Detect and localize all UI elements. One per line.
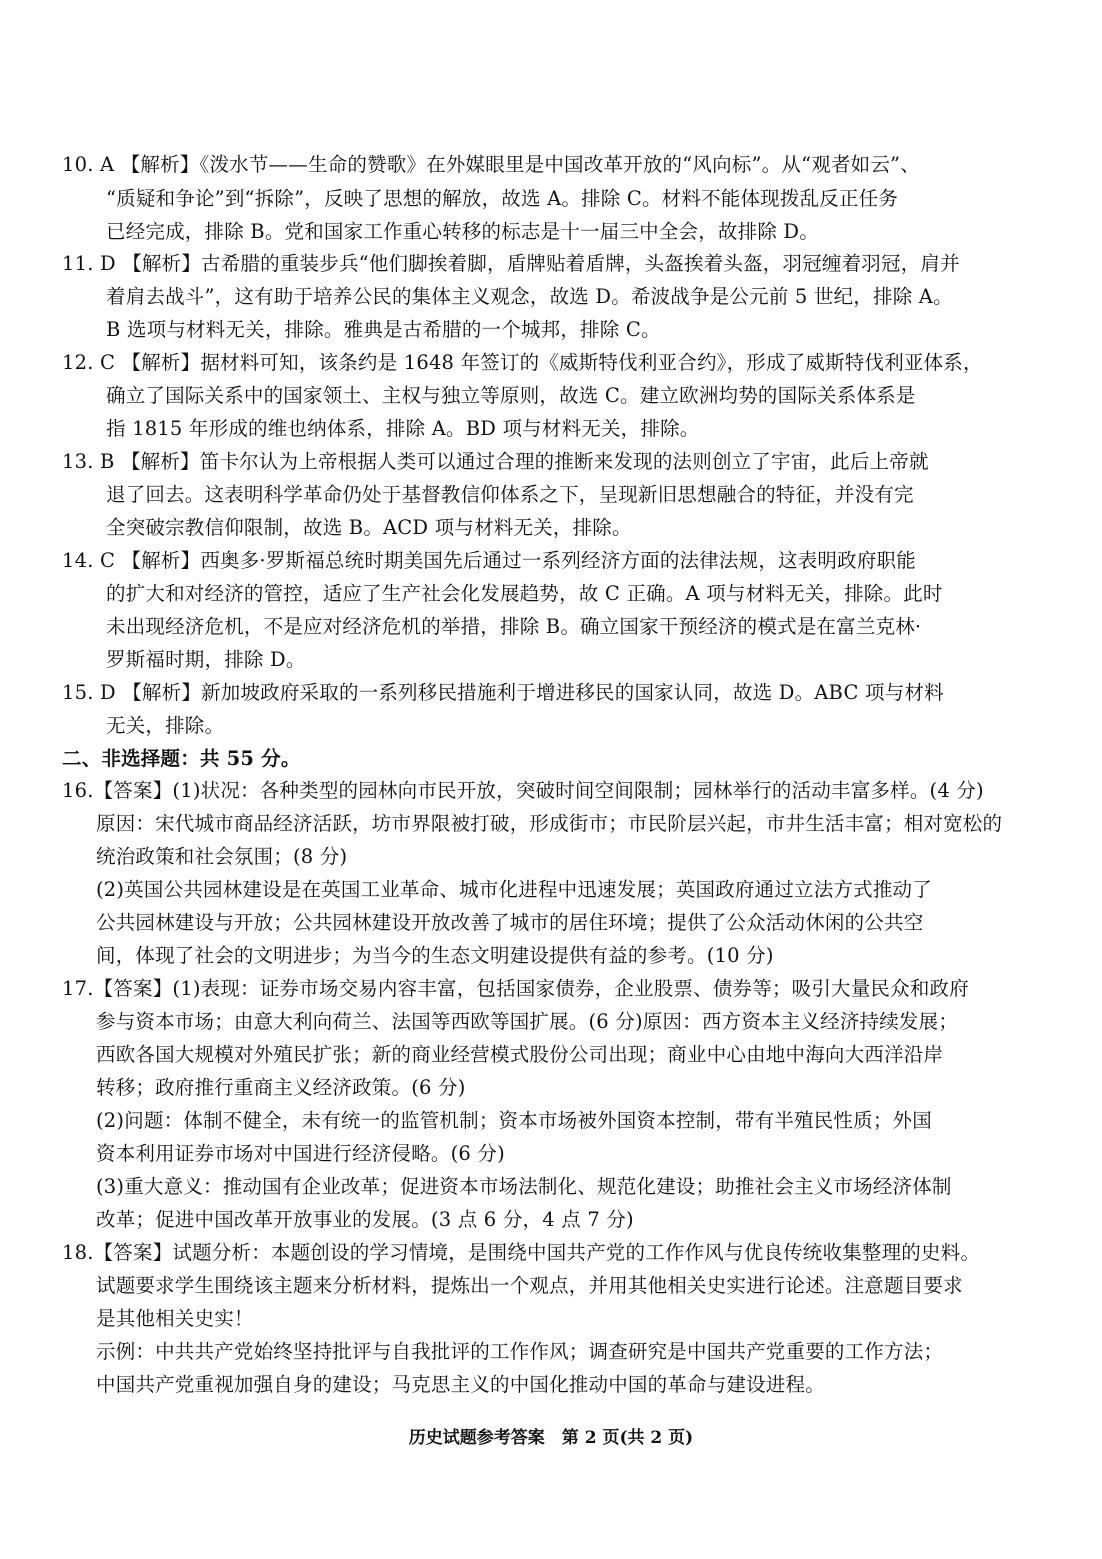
q14-line-1: 14. C 【解析】西奥多·罗斯福总统时期美国先后通过一系列经济方面的法律法规，这表明政府职能 [62, 549, 916, 572]
q17-line-2: 参与资本市场；由意大利向荷兰、法国等西欧等国扩展。(6 分)原因：西方资本主义经济持续发展； [96, 1010, 959, 1033]
q15-line-1: 15. D 【解析】新加坡政府采取的一系列移民措施利于增进移民的国家认同，故选 D。ABC 项与材料 [62, 681, 944, 704]
q10-line-1: 10. A 【解析】《泼水节——生命的赞歌》在外媒眼里是中国改革开放的“风向标”。从“观者如云”、 [62, 153, 920, 176]
q13-line-3: 全突破宗教信仰限制，故选 B。ACD 项与材料无关，排除。 [106, 516, 632, 539]
q14-line-3: 未出现经济危机，不是应对经济危机的举措，排除 B。确立国家干预经济的模式是在富兰克林· [106, 615, 922, 638]
q15-line-2: 无关，排除。 [106, 714, 225, 737]
q10-line-2: “质疑和争论”到“拆除”，反映了思想的解放，故选 A。排除 C。材料不能体现拨乱反正任务 [106, 187, 899, 210]
q17-line-3: 西欧各国大规模对外殖民扩张；新的商业经营模式股份公司出现；商业中心由地中海向大西洋沿岸 [96, 1043, 944, 1066]
q16-line-6: 间，体现了社会的文明进步；为当今的生态文明建设提供有益的参考。(10 分) [96, 944, 774, 967]
q16-line-1: 16.【答案】(1)状况：各种类型的园林向市民开放，突破时间空间限制；园林举行的活动丰富多样。(4 分) [62, 779, 984, 802]
q18-line-4: 示例：中共共产党始终坚持批评与自我批评的工作作风；调查研究是中国共产党重要的工作方法； [96, 1340, 944, 1363]
page-footer: 历史试题参考答案 第 2 页(共 2 页) [408, 1428, 694, 1448]
q17-line-6: 资本利用证券市场对中国进行经济侵略。(6 分) [96, 1142, 505, 1165]
q18-line-1: 18.【答案】试题分析：本题创设的学习情境，是围绕中国共产党的工作作风与优良传统收集整理的史料。 [62, 1241, 981, 1264]
q16-line-3: 统治政策和社会氛围；(8 分) [96, 845, 348, 868]
q16-line-5: 公共园林建设与开放；公共园林建设开放改善了城市的居住环境；提供了公众活动休闲的公共空 [96, 911, 924, 934]
q18-line-2: 试题要求学生围绕该主题来分析材料，提炼出一个观点，并用其他相关史实进行论述。注意题目要求 [96, 1274, 963, 1297]
section-title: 二、非选择题：共 55 分。 [62, 747, 301, 770]
q11-line-3: B 选项与材料无关，排除。雅典是古希腊的一个城邦，排除 C。 [106, 318, 661, 341]
q14-line-4: 罗斯福时期，排除 D。 [106, 648, 306, 671]
q13-line-2: 退了回去。这表明科学革命仍处于基督教信仰体系之下，呈现新旧思想融合的特征，并没有完 [106, 483, 914, 506]
q10-line-3: 已经完成，排除 B。党和国家工作重心转移的标志是十一届三中全会，故排除 D。 [106, 220, 819, 243]
q18-line-3: 是其他相关史实！ [96, 1307, 254, 1330]
q17-line-8: 改革；促进中国改革开放事业的发展。(3 点 6 分，4 点 7 分) [96, 1208, 634, 1231]
q17-line-7: (3)重大意义：推动国有企业改革；促进资本市场法制化、规范化建设；助推社会主义市场经济体制 [96, 1175, 952, 1198]
q17-line-5: (2)问题：体制不健全，未有统一的监管机制；资本市场被外国资本控制，带有半殖民性质；外国 [96, 1109, 932, 1132]
q12-line-3: 指 1815 年形成的维也纳体系，排除 A。BD 项与材料无关，排除。 [106, 417, 700, 440]
q12-line-2: 确立了国际关系中的国家领土、主权与独立等原则，故选 C。建立欧洲均势的国际关系体系是 [106, 384, 916, 407]
q16-line-2: 原因：宋代城市商品经济活跃，坊市界限被打破，形成街市；市民阶层兴起，市井生活丰富；相对宽松的 [96, 812, 1003, 835]
q17-line-1: 17.【答案】(1)表现：证券市场交易内容丰富，包括国家债券，企业股票、债券等；吸引大量民众和政府 [62, 977, 969, 1000]
q11-line-2: 着肩去战斗”，这有助于培养公民的集体主义观念，故选 D。希波战争是公元前 5 世纪，排除 A。 [106, 285, 953, 308]
q12-line-1: 12. C 【解析】据材料可知，该条约是 1648 年签订的《威斯特伐利亚合约》，形成了威斯特伐利亚体系， [62, 351, 983, 374]
q16-line-4: (2)英国公共园林建设是在英国工业革命、城市化进程中迅速发展；英国政府通过立法方式推动了 [96, 878, 932, 901]
q18-line-5: 中国共产党重视加强自身的建设；马克思主义的中国化推动中国的革命与建设进程。 [96, 1373, 825, 1396]
q11-line-1: 11. D 【解析】古希腊的重装步兵“他们脚挨着脚，盾牌贴着盾牌，头盔挨着头盔，羽冠缠着羽冠，肩并 [62, 252, 960, 275]
q17-line-4: 转移；政府推行重商主义经济政策。(6 分) [96, 1076, 466, 1099]
q14-line-2: 的扩大和对经济的管控，适应了生产社会化发展趋势，故 C 正确。A 项与材料无关，排除。此时 [106, 582, 943, 605]
q13-line-1: 13. B 【解析】笛卡尔认为上帝根据人类可以通过合理的推断来发现的法则创立了宇宙，此后上帝就 [62, 450, 929, 473]
